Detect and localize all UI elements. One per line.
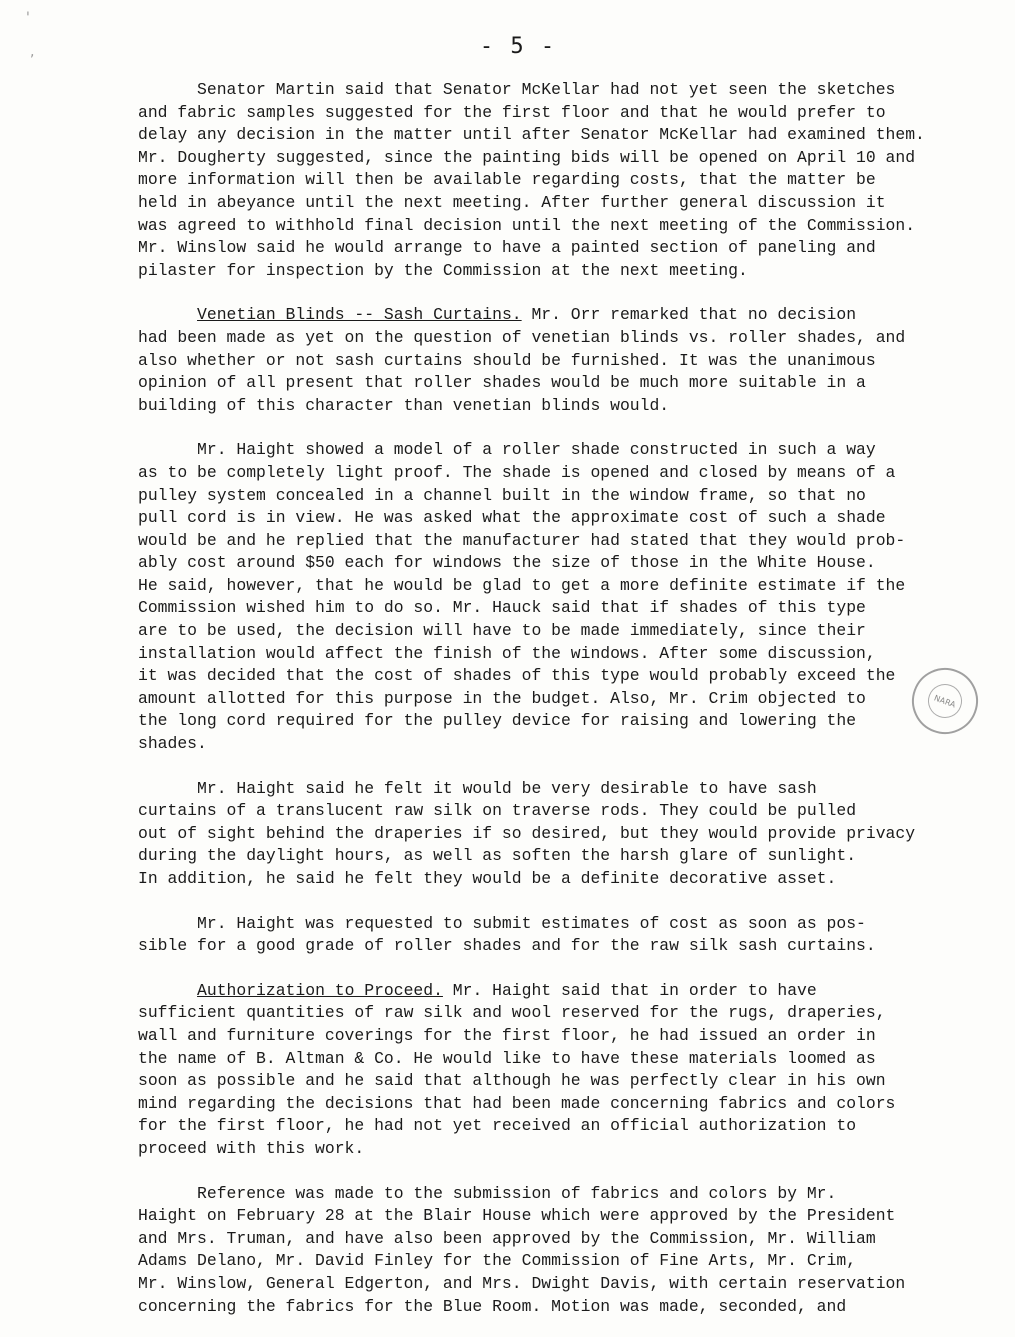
text-line: held in abeyance until the next meeting. After further general discussion it xyxy=(138,192,886,212)
text-line: installation would affect the finish of the windows. After some discussion, xyxy=(138,643,876,663)
text-line: Mr. Haight was requested to submit estimates of cost as soon as pos- xyxy=(138,913,866,933)
text-line: the long cord required for the pulley device for raising and lowering the xyxy=(138,711,857,731)
text-line: the name of B. Altman & Co. He would like to have these materials loomed as xyxy=(138,1048,876,1068)
text-line: pulley system concealed in a channel built in the window frame, so that no xyxy=(138,485,866,505)
text-line: Senator Martin said that Senator McKellar had not yet seen the sketches xyxy=(138,80,896,99)
text-line: Mr. Haight said he felt it would be very desirable to have sash xyxy=(138,778,817,798)
margin-mark: , xyxy=(30,44,35,60)
text-line: concerning the fabrics for the Blue Room. Motion was made, seconded, and xyxy=(138,1296,847,1316)
section-heading: Venetian Blinds -- Sash Curtains. xyxy=(197,305,522,325)
text-line: during the daylight hours, as well as soften the harsh glare of sunlight. xyxy=(138,846,857,866)
text-line: Mr. Winslow said he would arrange to have a painted section of paneling and xyxy=(138,238,876,258)
text-line: are to be used, the decision will have to be made immediately, since their xyxy=(138,621,866,641)
paragraph xyxy=(138,913,968,958)
margin-mark: ' xyxy=(26,10,30,26)
stamp-label: NARA xyxy=(923,679,967,723)
paragraph xyxy=(138,439,968,755)
text-line: He said, however, that he would be glad to get a more definite estimate if the xyxy=(138,575,906,595)
text-line: had been made as yet on the question of venetian blinds vs. roller shades, and xyxy=(138,327,906,347)
text-line: In addition, he said he felt they would be a definite decorative asset. xyxy=(138,869,837,888)
text-line: proceed with this work. xyxy=(138,1138,365,1158)
text-line: sufficient quantities of raw silk and wool reserved for the rugs, draperies, xyxy=(138,1003,886,1023)
section-heading: Authorization to Proceed. xyxy=(197,980,443,1000)
text-line: sible for a good grade of roller shades and for the raw silk sash curtains. xyxy=(138,936,876,956)
text-line: Reference was made to the submission of fabrics and colors by Mr. xyxy=(138,1183,837,1203)
document-body xyxy=(138,79,968,1337)
text-line: also whether or not sash curtains should be furnished. It was the unanimous xyxy=(138,350,876,370)
text-line: Mr. Dougherty suggested, since the painting bids will be opened on April 10 and xyxy=(138,147,916,167)
paragraph xyxy=(138,1183,968,1319)
text-line: soon as possible and he said that although he was perfectly clear in his own xyxy=(138,1071,886,1091)
text-line: delay any decision in the matter until after Senator McKellar had examined them. xyxy=(138,125,925,145)
text-line xyxy=(138,304,968,327)
text-line: and fabric samples suggested for the first floor and that he would prefer to xyxy=(138,102,886,122)
text-line: Mr. Haight showed a model of a roller shade constructed in such a way xyxy=(138,440,876,460)
text-line: ably cost around $50 each for windows the size of those in the White House. xyxy=(138,553,876,573)
text-line: building of this character than venetian blinds would. xyxy=(138,395,670,415)
text-line: Adams Delano, Mr. David Finley for the Commission of Fine Arts, Mr. Crim, xyxy=(138,1251,857,1271)
paragraph xyxy=(138,980,968,1161)
text-line: out of sight behind the draperies if so desired, but they would provide privacy xyxy=(138,823,916,843)
text-line: amount allotted for this purpose in the budget. Also, Mr. Crim objected to xyxy=(138,688,866,708)
text-line: pilaster for inspection by the Commission at the next meeting. xyxy=(138,260,748,280)
text-line: would be and he replied that the manufacturer had stated that they would prob- xyxy=(138,530,906,550)
text-line: for the first floor, he had not yet received an official authorization to xyxy=(138,1116,857,1136)
text-line-rest: Mr. Orr remarked that no decision xyxy=(521,305,857,325)
text-line: curtains of a translucent raw silk on traverse rods. They could be pulled xyxy=(138,801,857,821)
text-line-rest: Mr. Haight said that in order to have xyxy=(442,980,817,1000)
text-line: shades. xyxy=(138,734,207,754)
page-number: - 5 - xyxy=(479,34,557,59)
text-line: and Mrs. Truman, and have also been approved by the Commission, Mr. William xyxy=(138,1228,876,1248)
paragraph xyxy=(138,79,968,282)
text-line: Haight on February 28 at the Blair House which were approved by the President xyxy=(138,1206,896,1226)
text-line: as to be completely light proof. The shade is opened and closed by means of a xyxy=(138,462,896,482)
text-line: more information will then be available regarding costs, that the matter be xyxy=(138,170,876,190)
text-line: Commission wished him to do so. Mr. Hauck said that if shades of this type xyxy=(138,598,866,618)
text-line: mind regarding the decisions that had been made concerning fabrics and colors xyxy=(138,1093,896,1113)
text-line xyxy=(138,980,968,1003)
text-line: opinion of all present that roller shades would be much more suitable in a xyxy=(138,373,866,393)
paragraph xyxy=(138,304,968,417)
text-line: wall and furniture coverings for the first floor, he had issued an order in xyxy=(138,1025,876,1045)
text-line: Mr. Winslow, General Edgerton, and Mrs. Dwight Davis, with certain reservation xyxy=(138,1273,906,1293)
text-line: was agreed to withhold final decision until the next meeting of the Commission. xyxy=(138,215,916,235)
text-line: it was decided that the cost of shades of this type would probably exceed the xyxy=(138,666,896,686)
text-line: pull cord is in view. He was asked what the approximate cost of such a shade xyxy=(138,508,886,528)
paragraph xyxy=(138,778,968,891)
